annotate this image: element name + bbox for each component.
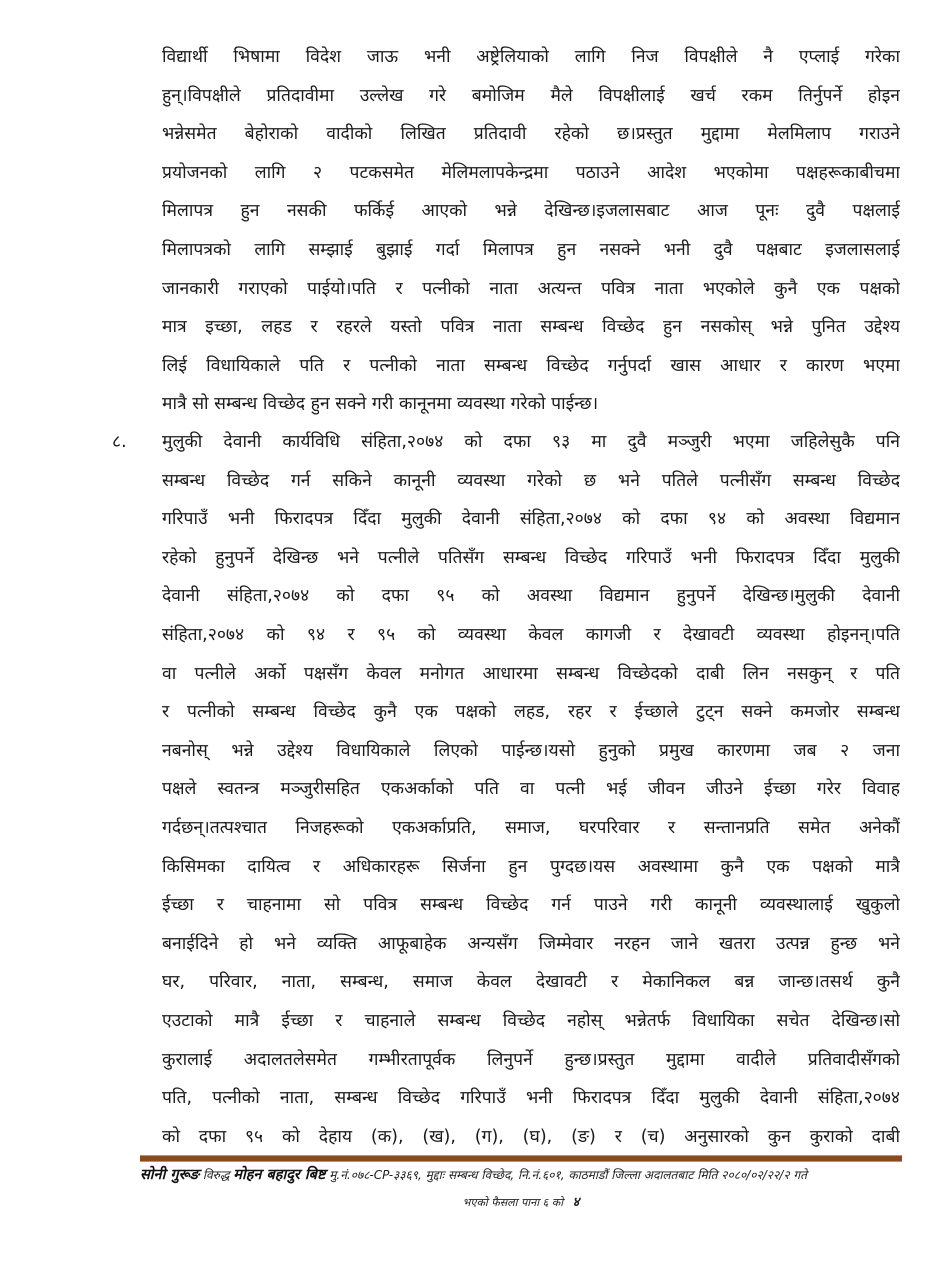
text-line: रहेको हुनुपर्ने देखिन्छ भने पत्नीले पतिसँग सम्बन्ध विच्छेद गरिपाउँ भनी फिरादपत्र दिँदा मुलुकी — [162, 547, 900, 568]
versus-label: विरुद्ध — [202, 1168, 230, 1182]
page-number: ४ — [572, 1195, 580, 1210]
case-details: मु.नं.०७८-CP-३३६९, मुद्दाः सम्बन्ध विच्छेद, नि.नं.६०१, काठमाडौं जिल्ला अदालतबाट मिति २०८०/०२/२२/२ गते — [329, 1168, 807, 1182]
plaintiff-name: सोनी गुरूङ — [140, 1167, 200, 1183]
footer-divider — [140, 1155, 902, 1162]
text-line: र पत्नीको सम्बन्ध विच्छेद कुनै एक पक्षको लहड, रहर र ईच्छाले टुट्न सक्ने कमजोर सम्बन्ध — [162, 702, 900, 723]
text-line: मात्रै सो सम्बन्ध विच्छेद हुन सक्ने गरी कानूनमा व्यवस्था गरेको पाईन्छ। — [162, 394, 599, 415]
text-line: भन्नेसमेत बेहोराको वादीको लिखित प्रतिदावी रहेको छ।प्रस्तुत मुद्दामा मेलमिलाप गराउने — [162, 124, 900, 145]
text-line: ईच्छा र चाहनामा सो पवित्र सम्बन्ध विच्छेद गर्न पाउने गरी कानूनी व्यवस्थालाई खुकुलो — [162, 895, 900, 916]
text-line: जानकारी गराएको पाईयो।पति र पत्नीको नाता अत्यन्त पवित्र नाता भएकोले कुनै एक पक्षको — [162, 278, 900, 299]
text-line: कुरालाई अदालतलेसमेत गम्भीरतापूर्वक लिनुपर्ने हुन्छ।प्रस्तुत मुद्दामा वादीले प्रतिवादीसँगको — [162, 1049, 900, 1070]
text-line: गर्दछन्।तत्पश्चात निजहरूको एकअर्काप्रति, समाज, घरपरिवार र सन्तानप्रति समेत अनेकौं — [162, 817, 900, 838]
text-line: संहिता,२०७४ को ९४ र ९५ को व्यवस्था केवल कागजी र देखावटी व्यवस्था होइनन्।पति — [162, 624, 900, 645]
text-line: मुलुकी देवानी कार्यविधि संहिता,२०७४ को दफा ९३ मा दुवै मञ्जुरी भएमा जहिलेसुकै पनि — [162, 432, 900, 452]
text-line: प्रयोजनको लागि २ पटकसमेत मेलिमलापकेन्द्रमा पठाउने आदेश भएकोमा पक्षहरूकाबीचमा — [162, 162, 900, 183]
footer-case-citation — [140, 1164, 902, 1184]
text-line: मिलापत्रको लागि सम्झाई बुझाई गर्दा मिलापत्र हुन नसक्ने भनी दुवै पक्षबाट इजलासलाई — [162, 239, 900, 260]
footer-page-info — [140, 1192, 902, 1210]
text-line: वा पत्नीले अर्को पक्षसँग केवल मनोगत आधारमा सम्बन्ध विच्छेदको दाबी लिन नसकुन् र पति — [162, 663, 900, 684]
text-line: सम्बन्ध विच्छेद गर्न सकिने कानूनी व्यवस्था गरेको छ भने पतिले पत्नीसँग सम्बन्ध विच्छेद — [162, 470, 900, 491]
paragraph-8 — [162, 423, 900, 1156]
decision-text: भएको फैसला पाना ६ को — [462, 1196, 564, 1209]
paragraph-number: ८. — [112, 432, 127, 452]
text-line: पति, पत्नीको नाता, सम्बन्ध विच्छेद गरिपाउँ भनी फिरादपत्र दिँदा मुलुकी देवानी संहिता,२०७४ — [162, 1088, 900, 1109]
text-line: मिलापत्र हुन नसकी फर्किई आएको भन्ने देखिन्छ।इजलासबाट आज पूनः दुवै पक्षलाई — [162, 201, 900, 222]
text-line: मात्र इच्छा, लहड र रहरले यस्तो पवित्र नाता सम्बन्ध विच्छेद हुन नसकोस् भन्ने पुनित उद्देश्य — [162, 317, 900, 338]
text-line: को दफा ९५ को देहाय (क), (ख), (ग), (घ), (ङ) र (च) अनुसारको कुन कुराको दाबी — [162, 1126, 900, 1147]
text-line: एउटाको मात्रै ईच्छा र चाहनाले सम्बन्ध विच्छेद नहोस् भन्नेतर्फ विधायिका सचेत देखिन्छ।सो — [162, 1010, 900, 1031]
text-line: नबनोस् भन्ने उद्देश्य विधायिकाले लिएको पाईन्छ।यसो हुनुको प्रमुख कारणमा जब २ जना — [162, 740, 900, 761]
text-line: बनाईदिने हो भने व्यक्ति आफूबाहेक अन्यसँग जिम्मेवार नरहन जाने खतरा उत्पन्न हुन्छ भने — [162, 933, 900, 954]
text-line: गरिपाउँ भनी फिरादपत्र दिँदा मुलुकी देवानी संहिता,२०७४ को दफा ९४ को अवस्था विद्यमान — [162, 509, 900, 530]
text-line: घर, परिवार, नाता, सम्बन्ध, समाज केवल देखावटी र मेकानिकल बन्न जान्छ।तसर्थ कुनै — [162, 972, 900, 993]
text-line: देवानी संहिता,२०७४ को दफा ९५ को अवस्था विद्यमान हुनुपर्ने देखिन्छ।मुलुकी देवानी — [162, 586, 900, 607]
text-line: हुन्।विपक्षीले प्रतिदावीमा उल्लेख गरे बमोजिम मैले विपक्षीलाई खर्च रकम तिर्नुपर्ने होइन — [162, 85, 900, 106]
text-line: किसिमका दायित्व र अधिकारहरू सिर्जना हुन पुग्दछ।यस अवस्थामा कुनै एक पक्षको मात्रै — [162, 856, 900, 877]
paragraph-continued — [162, 38, 900, 424]
defendant-name: मोहन बहादुर बिष्ट — [233, 1167, 326, 1183]
text-line: लिई विधायिकाले पति र पत्नीको नाता सम्बन्ध विच्छेद गर्नुपर्दा खास आधार र कारण भएमा — [162, 355, 900, 376]
text-line: विद्यार्थी भिषामा विदेश जाऊ भनी अष्ट्रेलियाको लागि निज विपक्षीले नै एप्लाई गरेका — [162, 47, 900, 67]
text-line: पक्षले स्वतन्त्र मञ्जुरीसहित एकअर्काको पति वा पत्नी भई जीवन जीउने ईच्छा गरेर विवाह — [162, 779, 900, 800]
